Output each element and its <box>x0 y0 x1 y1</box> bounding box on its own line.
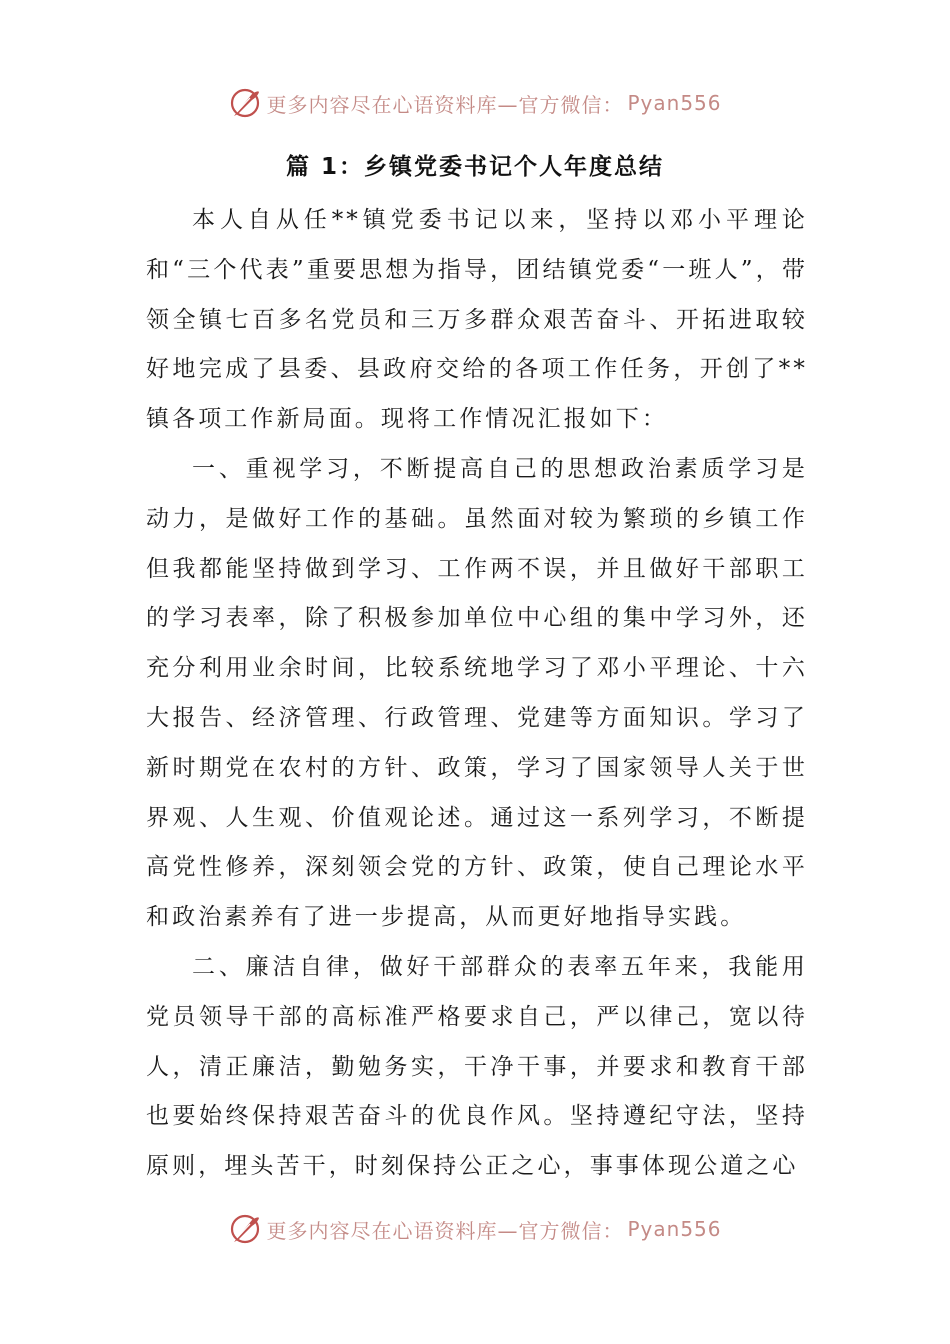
quill-logo-icon <box>228 86 262 120</box>
watermark-header <box>0 86 950 120</box>
quill-logo-icon <box>228 1212 262 1246</box>
paragraph-intro: 本人自从任**镇党委书记以来，坚持以邓小平理论和“三个代表”重要思想为指导，团结镇党委“一班人”，带领全镇七百多名党员和三万多群众艰苦奋斗、开拓进取较好地完成了县委、县政府交给的各项工作任务，开创了**镇各项工作新局面。现将工作情况汇报如下： <box>146 207 808 433</box>
watermark-wechat-id: Pyan556 <box>627 91 722 115</box>
document-body <box>146 196 808 1192</box>
watermark-footer <box>0 1212 950 1246</box>
paragraph-section-1: 一、重视学习，不断提高自己的思想政治素质学习是动力，是做好工作的基础。虽然面对较为繁琐的乡镇工作但我都能坚持做到学习、工作两不误，并且做好干部职工的学习表率，除了积极参加单位中心组的集中学习外，还充分利用业余时间，比较系统地学习了邓小平理论、十六大报告、经济管理、行政管理、党建等方面知识。学习了新时期党在农村的方针、政策，学习了国家领导人关于世界观、人生观、价值观论述。通过这一系列学习，不断提高党性修养，深刻领会党的方针、政策，使自己理论水平和政治素养有了进一步提高，从而更好地指导实践。 <box>146 455 808 931</box>
document-title: 篇 1：乡镇党委书记个人年度总结 <box>285 154 664 180</box>
watermark-wechat-id: Pyan556 <box>627 1217 722 1241</box>
watermark-text: 更多内容尽在心语资料库—官方微信： <box>266 1218 624 1243</box>
watermark-text: 更多内容尽在心语资料库—官方微信： <box>266 92 624 117</box>
paragraph-section-2: 二、廉洁自律，做好干部群众的表率五年来，我能用党员领导干部的高标准严格要求自己，严以律己，宽以待人，清正廉洁，勤勉务实，干净干事，并要求和教育干部也要始终保持艰苦奋斗的优良作风。坚持遵纪守法，坚持原则，埋头苦干，时刻保持公正之心，事事体现公道之心 <box>146 953 808 1180</box>
